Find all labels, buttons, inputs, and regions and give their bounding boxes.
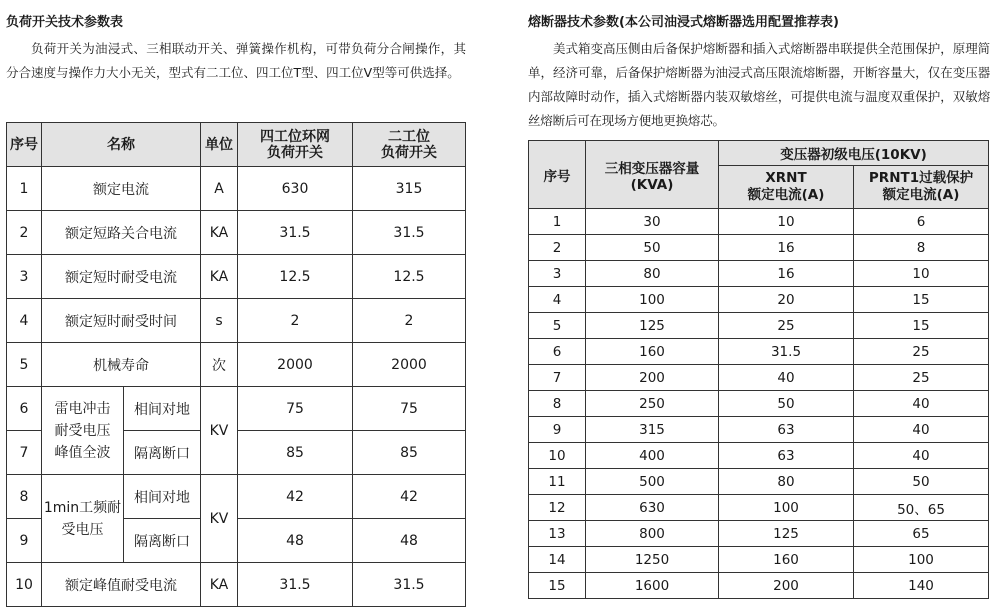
- table-cell: 2000: [238, 343, 353, 387]
- table-cell: 9: [529, 417, 586, 443]
- header-name: 名称: [42, 123, 201, 167]
- table-cell: 400: [586, 443, 719, 469]
- table-cell: 31.5: [353, 211, 466, 255]
- table-cell: 8: [529, 391, 586, 417]
- table-row: [529, 235, 989, 261]
- table-cell: 5: [7, 343, 42, 387]
- table-row: [529, 339, 989, 365]
- table-cell: 8: [854, 235, 989, 261]
- table-row: [529, 417, 989, 443]
- table-cell: 200: [719, 573, 854, 599]
- table-cell: 20: [719, 287, 854, 313]
- table-row: [529, 443, 989, 469]
- table-cell: 630: [238, 167, 353, 211]
- table-cell: KA: [201, 255, 238, 299]
- table-row: [529, 261, 989, 287]
- table-cell: 65: [854, 521, 989, 547]
- fuse-description: 美式箱变高压侧由后备保护熔断器和插入式熔断器串联提供全范围保护，原理简单，经济可靠，后备保护熔断器为油浸式高压限流熔断器，开断容量大，仅在变压器内部故障时动作，插入式熔断器内装双敏熔丝，可提供电流与温度双重保护，双敏熔丝熔断后可在现场方便地更换熔芯。: [528, 41, 990, 128]
- table-cell: 500: [586, 469, 719, 495]
- table-row: [529, 313, 989, 339]
- table-cell: 3: [7, 255, 42, 299]
- table-cell: 10: [529, 443, 586, 469]
- table-cell: 额定短时耐受时间: [42, 299, 201, 343]
- table-row: [7, 211, 466, 255]
- header-two-position: 二工位 负荷开关: [353, 123, 466, 167]
- group-label-power-frequency: 1min工频耐 受电压: [42, 475, 124, 563]
- table-cell: 12: [529, 495, 586, 521]
- table-cell: 25: [854, 339, 989, 365]
- table-row: [529, 495, 989, 521]
- table-cell: 2: [7, 211, 42, 255]
- table-cell: 次: [201, 343, 238, 387]
- table-cell: 63: [719, 443, 854, 469]
- table-cell: 10: [719, 209, 854, 235]
- table-cell: 1: [529, 209, 586, 235]
- table-cell: A: [201, 167, 238, 211]
- table-cell: 200: [586, 365, 719, 391]
- table-cell: 630: [586, 495, 719, 521]
- table-cell: 1: [7, 167, 42, 211]
- table-cell: 80: [586, 261, 719, 287]
- table-cell: 63: [719, 417, 854, 443]
- table-cell: 10: [854, 261, 989, 287]
- fuse-table: [528, 140, 989, 599]
- table-cell: 12.5: [353, 255, 466, 299]
- table-row: [529, 391, 989, 417]
- table-cell: 额定电流: [42, 167, 201, 211]
- table-row: 7 隔离断口 85 85: [7, 431, 466, 475]
- header-four-position: 四工位环网 负荷开关: [238, 123, 353, 167]
- header-voltage-group: 变压器初级电压(10KV): [719, 141, 989, 166]
- table-row: [529, 365, 989, 391]
- table-cell: 140: [854, 573, 989, 599]
- table-cell: 13: [529, 521, 586, 547]
- table-cell: 40: [719, 365, 854, 391]
- table-cell: 4: [529, 287, 586, 313]
- table-cell: 50: [586, 235, 719, 261]
- table-cell: 50、65: [854, 495, 989, 521]
- table-cell: s: [201, 299, 238, 343]
- table-cell: 14: [529, 547, 586, 573]
- table-header-row: [529, 141, 989, 166]
- table-cell: 16: [719, 235, 854, 261]
- group-label-lightning: 雷电冲击 耐受电压 峰值全波: [42, 387, 124, 475]
- table-cell: 2: [238, 299, 353, 343]
- table-cell: 50: [854, 469, 989, 495]
- table-cell: 315: [353, 167, 466, 211]
- table-cell: 800: [586, 521, 719, 547]
- table-cell: 2: [529, 235, 586, 261]
- table-cell: 额定短路关合电流: [42, 211, 201, 255]
- table-cell: 125: [586, 313, 719, 339]
- header-no: 序号: [7, 123, 42, 167]
- table-row: [529, 521, 989, 547]
- table-row: [7, 343, 466, 387]
- header-capacity: 三相变压器容量 (KVA): [586, 141, 719, 209]
- load-switch-table: [6, 122, 466, 607]
- table-row: 10 额定峰值耐受电流 KA 31.5 31.5: [7, 563, 466, 607]
- table-cell: 50: [719, 391, 854, 417]
- table-cell: 1250: [586, 547, 719, 573]
- table-cell: 160: [586, 339, 719, 365]
- table-cell: 25: [719, 313, 854, 339]
- table-cell: 11: [529, 469, 586, 495]
- table-cell: 30: [586, 209, 719, 235]
- table-row: 8 1min工频耐 受电压 相间对地 KV 42 42: [7, 475, 466, 519]
- header-prnt: PRNT1过载保护 额定电流(A): [854, 166, 989, 209]
- table-cell: 31.5: [238, 211, 353, 255]
- table-cell: 3: [529, 261, 586, 287]
- table-cell: 6: [854, 209, 989, 235]
- table-cell: 15: [529, 573, 586, 599]
- table-row: [529, 287, 989, 313]
- table-row: [529, 573, 989, 599]
- table-cell: 31.5: [719, 339, 854, 365]
- header-xrnt: XRNT 额定电流(A): [719, 166, 854, 209]
- table-row: [529, 547, 989, 573]
- table-cell: 40: [854, 443, 989, 469]
- table-row: 6 雷电冲击 耐受电压 峰值全波 相间对地 KV 75 75: [7, 387, 466, 431]
- table-cell: 100: [854, 547, 989, 573]
- table-cell: 315: [586, 417, 719, 443]
- table-header-row: [7, 123, 466, 167]
- header-no: 序号: [529, 141, 586, 209]
- table-row: [7, 255, 466, 299]
- load-switch-title: 负荷开关技术参数表: [6, 15, 124, 30]
- table-cell: 12.5: [238, 255, 353, 299]
- table-row: [7, 299, 466, 343]
- fuse-title: 熔断器技术参数(本公司油浸式熔断器选用配置推荐表): [528, 15, 839, 30]
- table-row: 9 隔离断口 48 48: [7, 519, 466, 563]
- header-unit: 单位: [201, 123, 238, 167]
- table-cell: 125: [719, 521, 854, 547]
- table-row: [529, 469, 989, 495]
- table-cell: 16: [719, 261, 854, 287]
- table-cell: KA: [201, 211, 238, 255]
- table-cell: 2000: [353, 343, 466, 387]
- table-cell: 250: [586, 391, 719, 417]
- table-cell: 额定短时耐受电流: [42, 255, 201, 299]
- table-cell: 100: [719, 495, 854, 521]
- table-cell: 25: [854, 365, 989, 391]
- table-cell: 100: [586, 287, 719, 313]
- table-row: [529, 209, 989, 235]
- table-cell: 1600: [586, 573, 719, 599]
- table-cell: 5: [529, 313, 586, 339]
- table-cell: 40: [854, 391, 989, 417]
- table-cell: 160: [719, 547, 854, 573]
- table-cell: 机械寿命: [42, 343, 201, 387]
- table-cell: 80: [719, 469, 854, 495]
- table-cell: 15: [854, 313, 989, 339]
- table-cell: 7: [529, 365, 586, 391]
- load-switch-description: 负荷开关为油浸式、三相联动开关、弹簧操作机构，可带负荷分合闸操作，其分合速度与操作力大小无关，型式有二工位、四工位T型、四工位V型等可供选择。: [6, 41, 466, 80]
- table-cell: 4: [7, 299, 42, 343]
- table-cell: 40: [854, 417, 989, 443]
- table-cell: 15: [854, 287, 989, 313]
- table-cell: 2: [353, 299, 466, 343]
- table-cell: 6: [529, 339, 586, 365]
- table-row: [7, 167, 466, 211]
